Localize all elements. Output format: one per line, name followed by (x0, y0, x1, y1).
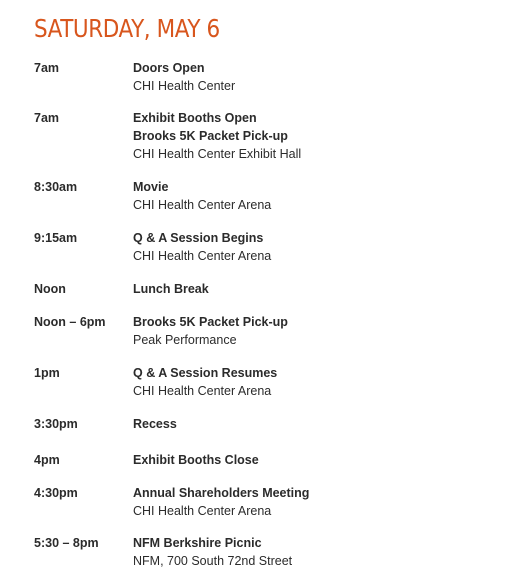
event-time: 7am (34, 61, 60, 75)
event-details (133, 280, 209, 298)
event-time: 1pm (34, 366, 60, 380)
event-title: Recess (133, 417, 177, 431)
event-details (133, 534, 292, 570)
event-location: CHI Health Center Arena (133, 504, 272, 518)
event-title: Brooks 5K Packet Pick-up (133, 315, 288, 329)
page-title: SATURDAY, MAY 6 (34, 14, 220, 43)
event-details (133, 415, 177, 433)
event-details (133, 364, 277, 400)
event-title: Lunch Break (133, 282, 209, 296)
event-location: CHI Health Center Arena (133, 384, 272, 398)
event-title: Exhibit Booths Open (133, 111, 257, 125)
event-title: Movie (133, 180, 169, 194)
event-details (133, 451, 259, 469)
event-details (133, 229, 271, 265)
event-time: 4:30pm (34, 486, 78, 500)
event-location: CHI Health Center Arena (133, 249, 272, 263)
event-location: CHI Health Center (133, 79, 236, 93)
event-location: CHI Health Center Arena (133, 198, 272, 212)
event-title: Exhibit Booths Close (133, 453, 259, 467)
event-title: Q & A Session Begins (133, 231, 264, 245)
event-title: Q & A Session Resumes (133, 366, 278, 380)
event-details (133, 59, 235, 95)
event-title: Doors Open (133, 61, 205, 75)
event-time: Noon (34, 282, 66, 296)
event-details (133, 109, 301, 163)
event-details (133, 313, 288, 349)
event-details (133, 178, 271, 214)
event-location: Peak Performance (133, 333, 237, 347)
event-time: 5:30 – 8pm (34, 536, 99, 550)
event-time: 8:30am (34, 180, 78, 194)
event-time: 3:30pm (34, 417, 78, 431)
event-time: Noon – 6pm (34, 315, 106, 329)
event-time: 4pm (34, 453, 60, 467)
event-location: NFM, 700 South 72nd Street (133, 554, 293, 568)
event-details (133, 484, 309, 520)
event-time: 7am (34, 111, 60, 125)
event-location: CHI Health Center Exhibit Hall (133, 147, 302, 161)
event-title: Annual Shareholders Meeting (133, 486, 310, 500)
event-title: NFM Berkshire Picnic (133, 536, 262, 550)
event-time: 9:15am (34, 231, 78, 245)
event-title: Brooks 5K Packet Pick-up (133, 129, 288, 143)
